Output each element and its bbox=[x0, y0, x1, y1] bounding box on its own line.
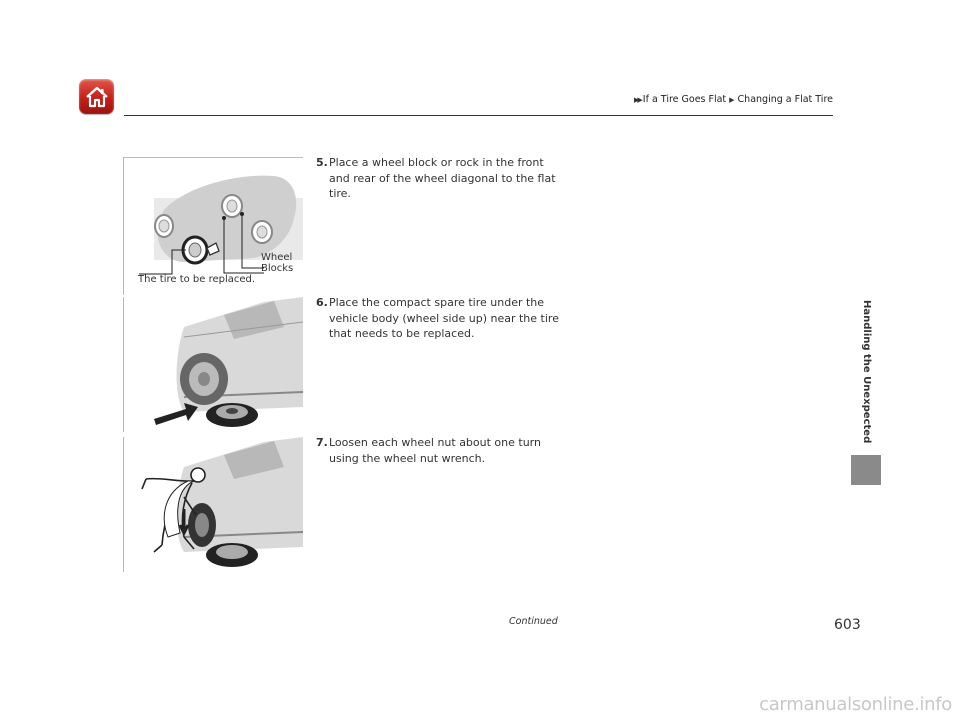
callout-wheel-blocks-line2: Blocks bbox=[261, 263, 294, 274]
home-button[interactable] bbox=[79, 79, 114, 114]
side-section-text: Handling the Unexpected bbox=[861, 300, 872, 444]
breadcrumb-arrow-icon: ▶▶ bbox=[634, 95, 641, 104]
step-5 bbox=[316, 155, 566, 202]
callout-wheel-blocks-line1: Wheel bbox=[261, 252, 293, 263]
step-text: Loosen each wheel nut about one turn using the wheel nut wrench. bbox=[329, 436, 541, 465]
step-number: 5. bbox=[316, 156, 328, 169]
home-icon bbox=[85, 86, 109, 108]
breadcrumb-item[interactable]: If a Tire Goes Flat bbox=[642, 94, 727, 105]
loosen-nuts-illustration bbox=[124, 437, 303, 572]
page-number: 603 bbox=[834, 617, 861, 633]
step-number: 7. bbox=[316, 436, 328, 449]
header-rule bbox=[124, 115, 833, 116]
callout-wheel-blocks bbox=[261, 252, 293, 274]
side-section-tab[interactable] bbox=[851, 455, 881, 485]
continued-label: Continued bbox=[509, 616, 558, 627]
figure-spare-tire bbox=[123, 297, 303, 432]
step-text: Place the compact spare tire under the vehicle body (wheel side up) near the tire that needs to be replaced. bbox=[329, 296, 559, 340]
step-text: Place a wheel block or rock in the front and rear of the wheel diagonal to the flat tire. bbox=[329, 156, 556, 200]
breadcrumb-item[interactable]: Changing a Flat Tire bbox=[737, 94, 833, 105]
breadcrumb bbox=[632, 94, 833, 105]
step-7 bbox=[316, 435, 566, 466]
figure-loosen-nuts bbox=[123, 437, 303, 572]
step-number: 6. bbox=[316, 296, 328, 309]
callout-tire-to-replace: The tire to be replaced. bbox=[138, 274, 256, 285]
spare-tire-illustration bbox=[124, 297, 303, 432]
breadcrumb-arrow-icon: ▶ bbox=[729, 95, 735, 104]
step-6 bbox=[316, 295, 566, 342]
watermark: carmanualsonline.info bbox=[759, 694, 952, 715]
